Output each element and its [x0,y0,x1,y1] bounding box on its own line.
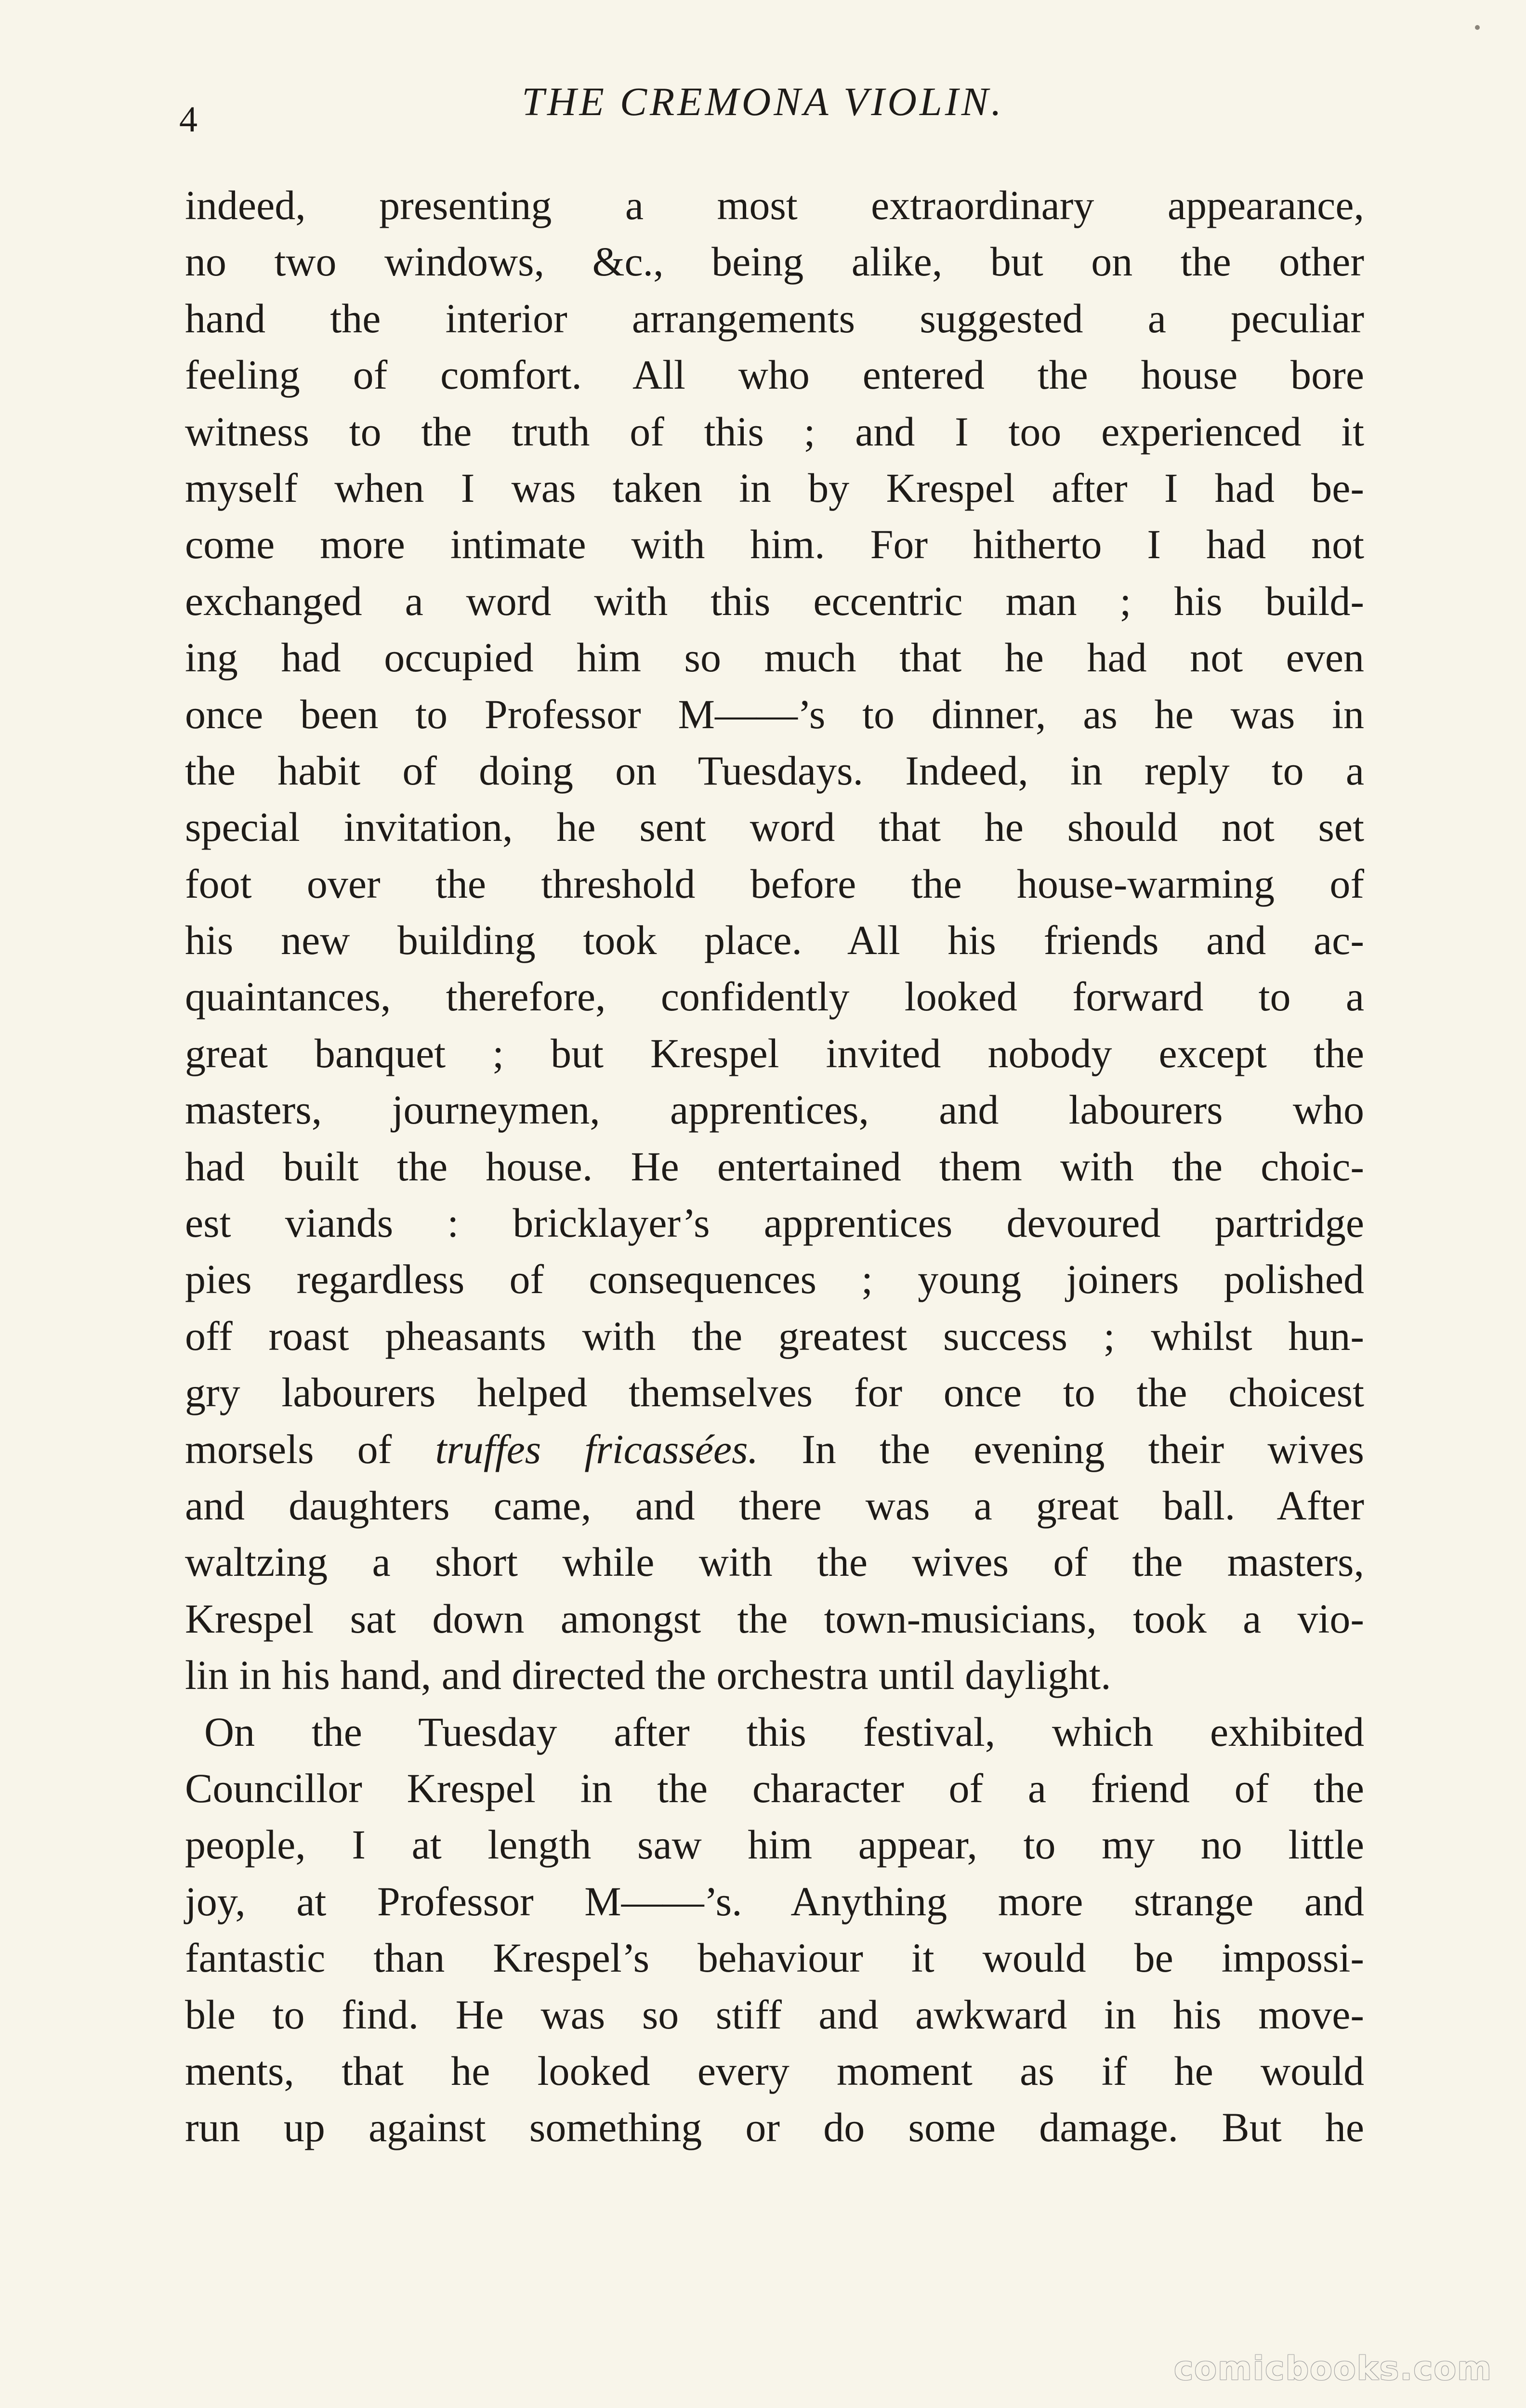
text-line: gry labourers helped themselves for once to the choicest [185,1369,1364,1416]
text-line: masters, journeymen, apprentices, and labourers who [185,1086,1364,1133]
text-line [185,1421,1364,1478]
text-line: ble to find. He was so stiff and awkward in his move- [185,1991,1364,2038]
text-line: On the Tuesday after this festival, which exhibited [204,1708,1364,1755]
watermark-text: comicbooks.com [1173,2350,1492,2388]
text-line: witness to the truth of this ; and I too experienced it [185,408,1364,455]
text-line: Krespel sat down amongst the town-musicians, took a vio- [185,1595,1364,1642]
text-line: great banquet ; but Krespel invited nobody except the [185,1030,1364,1076]
text-line: quaintances, therefore, confidently looked forward to a [185,973,1364,1020]
text-line: off roast pheasants with the greatest success ; whilst hun- [185,1312,1364,1359]
text-line: special invitation, he sent word that he should not set [185,804,1364,851]
text-line: his new building took place. All his friends and ac- [185,917,1364,964]
text-line: exchanged a word with this eccentric man ; his build- [185,577,1364,624]
text-line: ments, that he looked every moment as if he would [185,2047,1364,2094]
text-line: and daughters came, and there was a great ball. After [185,1482,1364,1529]
text-line: people, I at length saw him appear, to my no little [185,1821,1364,1868]
text-line: come more intimate with him. For hitherto I had not [185,521,1364,568]
text-line: once been to Professor M——’s to dinner, as he was in [185,691,1364,737]
text-line: fantastic than Krespel’s behaviour it would be impossi- [185,1935,1364,1981]
paper-speck [1475,25,1480,30]
text-line: joy, at Professor M——’s. Anything more strange and [185,1878,1364,1924]
text-run: In the evening their wives [758,1426,1364,1472]
text-line: pies regardless of consequences ; young joiners polished [185,1256,1364,1303]
text-line: lin in his hand, and directed the orchestra until daylight. [185,1652,1111,1699]
text-line: waltzing a short while with the wives of the masters, [185,1539,1364,1585]
body-text [185,177,1364,2156]
text-line: foot over the threshold before the house-warming of [185,860,1364,907]
text-line: no two windows, &c., being alike, but on the other [185,238,1364,285]
page-number: 4 [179,99,197,140]
text-line: hand the interior arrangements suggested a peculiar [185,295,1364,341]
text-line: had built the house. He entertained them with the choic- [185,1143,1364,1190]
text-line: ing had occupied him so much that he had not even [185,634,1364,681]
running-title: THE CREMONA VIOLIN. [522,79,1004,124]
text-line: run up against something or do some damage. But he [185,2104,1364,2151]
text-line: the habit of doing on Tuesdays. Indeed, in reply to a [185,747,1364,794]
text-line: indeed, presenting a most extraordinary appearance, [185,182,1364,228]
text-line: feeling of comfort. All who entered the house bore [185,352,1364,398]
text-line: Councillor Krespel in the character of a friend of the [185,1765,1364,1811]
italic-phrase: truffes fricassées. [435,1426,759,1472]
text-line: est viands : bricklayer’s apprentices devoured partridge [185,1200,1364,1246]
text-line: myself when I was taken in by Krespel after I had be- [185,464,1364,511]
text-run: morsels of [185,1426,435,1472]
